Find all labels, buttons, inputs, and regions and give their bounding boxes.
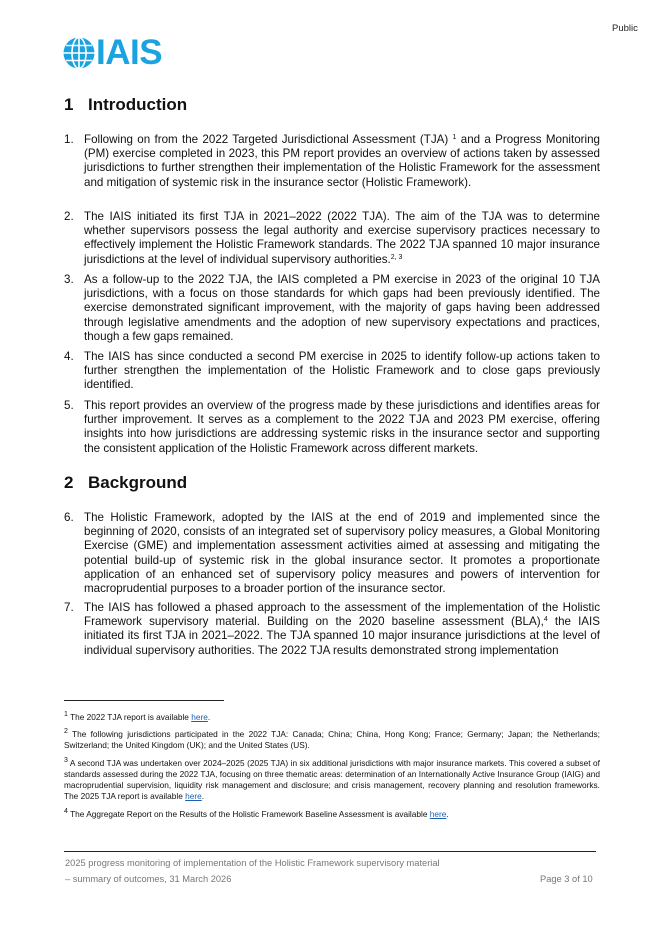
footnote-number: 2 <box>64 728 68 735</box>
paragraph-1 <box>64 133 600 190</box>
footnote-punct: . <box>446 809 449 819</box>
section-number: 2 <box>64 473 74 492</box>
paragraph-number: 7. <box>64 601 74 614</box>
paragraph-text: This report provides an overview of the progress made by these jurisdictions and identifies areas for further improvement. It serves as a complement to the 2022 TJA and 2023 PM exercise, offering insights into how jurisdictions are addressing systemic risks in the insurance sector and supporting the consistent application of the Holistic Framework across different markets. <box>84 399 600 455</box>
section-heading-background <box>64 473 187 493</box>
footnote-4 <box>64 809 600 820</box>
paragraph-text: The IAIS initiated its first TJA in 2021–2022 (2022 TJA). The aim of the TJA was to determine whether supervisors possess the legal authority and exercise supervisory practices necessary to effectively implement the Holistic Framework standards. The 2022 TJA spanned 10 major insurance jurisdictions at the level of individual supervisory authorities. <box>84 210 600 266</box>
footnote-separator <box>64 700 224 701</box>
paragraph-7 <box>64 601 600 658</box>
footnote-ref[interactable]: 4 <box>543 616 548 624</box>
footnote-link[interactable]: here <box>185 791 202 801</box>
footnote-link[interactable]: here <box>429 809 447 819</box>
footnote-number: 1 <box>64 711 68 718</box>
footer-title: 2025 progress monitoring of implementation of the Holistic Framework supervisory material <box>65 858 440 868</box>
footnote-number: 4 <box>64 808 68 815</box>
footer-subtitle: – summary of outcomes, 31 March 2026 <box>65 874 232 884</box>
paragraph-5 <box>64 399 600 456</box>
section-heading-introduction <box>64 95 187 115</box>
paragraph-number: 1. <box>64 133 74 146</box>
footnote-ref[interactable]: 1 <box>452 134 457 141</box>
paragraph-text: The IAIS has since conducted a second PM exercise in 2025 to identify follow-up actions taken to further strengthen the implementation of the Holistic Framework and to close gaps previously identified. <box>84 350 600 392</box>
footnote-text: The 2022 TJA report is available <box>70 712 192 722</box>
classification-label: Public <box>612 23 638 34</box>
paragraph-number: 3. <box>64 273 74 286</box>
footnote-text: A second TJA was undertaken over 2024–2025 (2025 TJA) in six additional jurisdictions with major insurance markets. This covered a subset of standards assessed during the 2022 TJA, focusing on three thematic areas: determination of an Internationally Active Insurance Group (IAIG) and macroprudential supervision, liquidity risk management and disclosure; and crisis management, recovery planning and resolution frameworks. The 2025 TJA report is available <box>64 758 600 801</box>
footnote-2 <box>64 729 600 751</box>
paragraph-text: and a Progress Monitoring (PM) exercise completed in 2023, this PM report provides an overview of actions taken by assessed jurisdictions to further strengthen their implementation of the Holistic Framework for the assessment and mitigation of systemic risk in the insurance sector (Holistic Framework). <box>84 133 600 189</box>
logo-text: IAIS <box>96 33 163 72</box>
footnote-text: The following jurisdictions participated in the 2022 TJA: Canada; China; China, Hong Kong; France; Germany; Japan; the Netherlands; Switzerland; the United Kingdom (UK); and the United States (US). <box>64 729 600 750</box>
paragraph-number: 6. <box>64 511 74 524</box>
footer-separator <box>64 851 596 852</box>
paragraph-text: Following on from the 2022 Targeted Jurisdictional Assessment (TJA) <box>84 133 453 146</box>
globe-icon <box>63 37 95 69</box>
footnote-ref[interactable]: 2, 3 <box>390 253 403 261</box>
paragraph-2 <box>64 210 600 267</box>
paragraph-number: 4. <box>64 350 74 363</box>
iais-logo <box>63 33 163 72</box>
paragraph-4 <box>64 350 600 393</box>
paragraph-3 <box>64 273 600 344</box>
footnote-number: 3 <box>64 757 68 764</box>
page-number: Page 3 of 10 <box>540 874 593 884</box>
footnote-link[interactable]: here <box>191 712 208 722</box>
section-title: Introduction <box>88 95 188 114</box>
footnote-1 <box>64 712 600 723</box>
paragraph-text: As a follow-up to the 2022 TJA, the IAIS completed a PM exercise in 2023 of the original 10 TJA jurisdictions, with a focus on those standards for which gaps had been previously identified. The exercise demonstrated significant improvement, with the majority of gaps having been addressed through legislative amendments and the adoption of new supervisory expectations and practices, though a few gaps remained. <box>84 273 600 343</box>
paragraph-6 <box>64 511 600 596</box>
footnote-punct: . <box>207 712 211 722</box>
section-number: 1 <box>64 95 74 114</box>
paragraph-text: The Holistic Framework, adopted by the IAIS at the end of 2019 and implemented since the beginning of 2020, consists of an integrated set of supervisory policy measures, a Global Monitoring Exercise (GME) and implementation assessment activities aimed at assessing and mitigating the potential build-up of systemic risk in the global insurance sector. It promotes a proportionate application of an enhanced set of supervisory policy measures and powers of intervention for macroprudential purposes to a broader portion of the insurance sector. <box>84 511 600 596</box>
footnote-3 <box>64 758 600 802</box>
paragraph-text: The IAIS has followed a phased approach to the assessment of the implementation of the Holistic Framework supervisory material. Building on the 2020 baseline assessment (BLA), <box>84 601 600 629</box>
paragraph-number: 2. <box>64 210 74 223</box>
paragraph-number: 5. <box>64 399 74 412</box>
footnote-punct: . <box>201 791 205 801</box>
footnote-text: The Aggregate Report on the Results of the Holistic Framework Baseline Assessment is available <box>70 809 430 819</box>
section-title: Background <box>88 473 188 492</box>
paragraph-text: the IAIS initiated its first TJA in 2021–2022. The TJA spanned 10 major insurance jurisdictions at the level of individual supervisory authorities. The 2022 TJA results demonstrated strong implementation <box>84 615 600 657</box>
